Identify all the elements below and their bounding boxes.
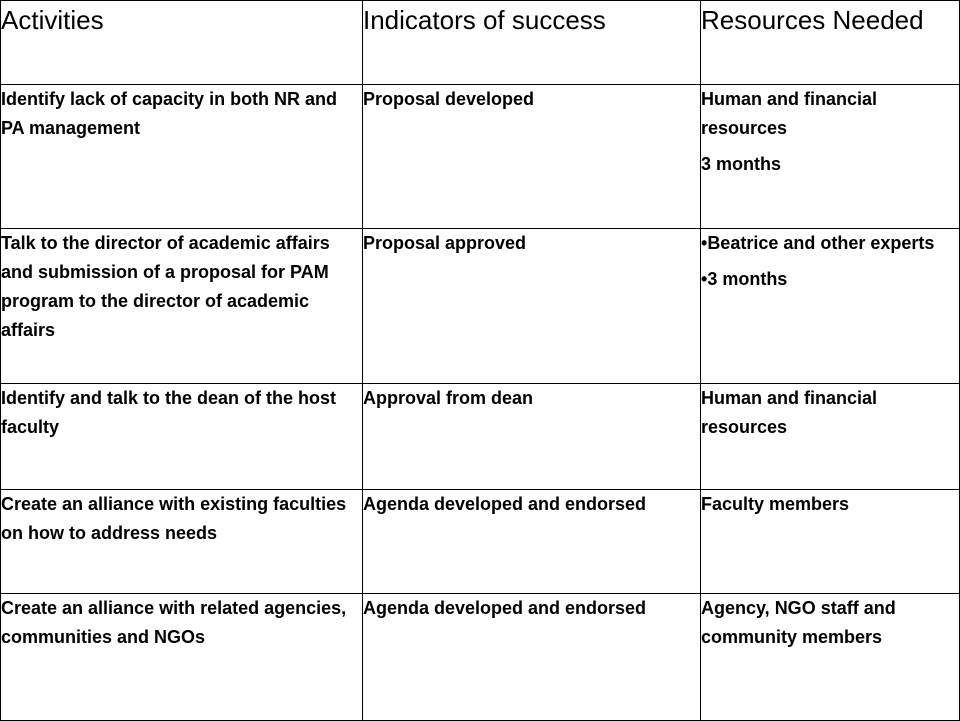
header-row (1, 1, 960, 85)
resource-bullet-item (701, 265, 959, 294)
resource-line: Agency, NGO staff and community members (701, 598, 896, 647)
table-row (1, 490, 960, 594)
resource-text: Beatrice and other experts (707, 233, 935, 253)
table-row (1, 384, 960, 490)
resource-line: Human and financial resources (701, 89, 878, 138)
resource-text: 3 months (707, 269, 788, 289)
resource-line: Human and financial resources (701, 388, 878, 437)
table-row (1, 85, 960, 229)
indicator-cell: Agenda developed and endorsed (363, 490, 701, 594)
resource-line: 3 months (701, 154, 782, 174)
header-resources: Resources Needed (701, 1, 960, 85)
activity-cell: Create an alliance with related agencies, communities and NGOs (1, 594, 363, 721)
table-row (1, 229, 960, 384)
resource-line: Faculty members (701, 494, 850, 514)
resources-cell (701, 594, 960, 721)
header-activities: Activities (1, 1, 363, 85)
indicator-cell: Approval from dean (363, 384, 701, 490)
resource-bullet-item (701, 229, 959, 258)
activity-cell: Talk to the director of academic affairs and submission of a proposal for PAM program to the director of academic affairs (1, 229, 363, 384)
indicator-cell: Proposal developed (363, 85, 701, 229)
resources-cell (701, 229, 960, 384)
activity-cell: Identify lack of capacity in both NR and PA management (1, 85, 363, 229)
activity-cell: Identify and talk to the dean of the host faculty (1, 384, 363, 490)
resources-cell (701, 384, 960, 490)
header-indicators: Indicators of success (363, 1, 701, 85)
activity-cell: Create an alliance with existing faculties on how to address needs (1, 490, 363, 594)
table-row (1, 594, 960, 721)
resources-cell (701, 85, 960, 229)
indicator-cell: Proposal approved (363, 229, 701, 384)
resources-cell (701, 490, 960, 594)
indicator-cell: Agenda developed and endorsed (363, 594, 701, 721)
